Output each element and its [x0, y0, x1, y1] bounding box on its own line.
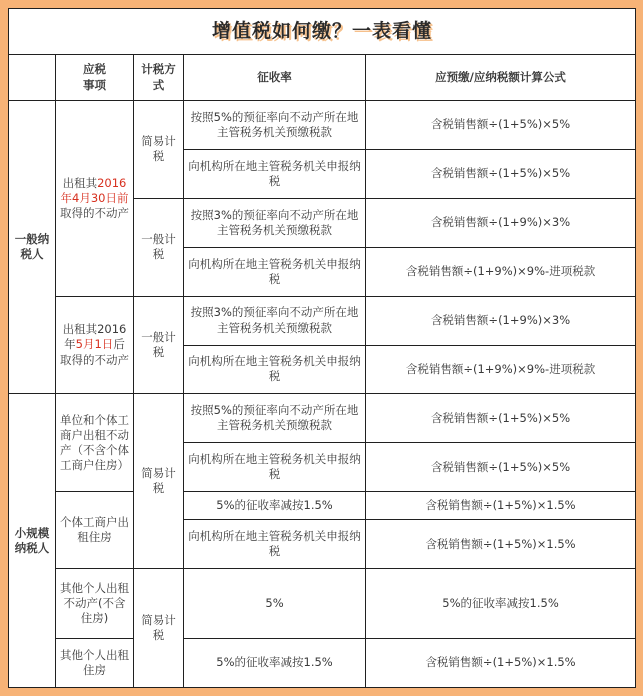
- taxable-item: 单位和个体工商户出租不动产（不含个体工商户住房）: [56, 394, 134, 492]
- header-tax-method: [134, 55, 184, 101]
- levy-rate: 5%的征收率减按1.5%: [184, 492, 366, 520]
- taxpayer-type-small-scale-line2: 纳税人: [14, 540, 50, 555]
- tax-formula: 含税销售额÷(1+5%)×5%: [366, 149, 636, 198]
- taxpayer-type-general: [9, 101, 56, 394]
- levy-rate: 向机构所在地主管税务机关申报纳税: [184, 247, 366, 296]
- header-taxable-item: [56, 55, 134, 101]
- tax-formula: 含税销售额÷(1+9%)×3%: [366, 198, 636, 247]
- taxable-item: 个体工商户出租住房: [56, 492, 134, 569]
- tax-formula: 含税销售额÷(1+5%)×5%: [366, 443, 636, 492]
- header-taxable-item-line1: 应税: [83, 62, 106, 77]
- taxable-item-pre: 出租其2016年: [62, 322, 127, 352]
- taxable-item-post: 取得的不动产: [60, 205, 129, 220]
- taxpayer-type-small-scale-line1: 小规模: [14, 525, 50, 540]
- vat-rate-table: [8, 8, 636, 688]
- taxpayer-type-general-line1: 一般纳: [14, 232, 50, 247]
- page-title: [9, 9, 636, 55]
- levy-rate: 5%: [184, 569, 366, 639]
- header-tax-method-line1: 计税方: [141, 62, 176, 77]
- tax-formula: 含税销售额÷(1+9%)×9%-进项税款: [366, 247, 636, 296]
- header-taxable-item-line2: 事项: [83, 77, 106, 92]
- tax-method: 一般计税: [134, 296, 184, 394]
- taxable-item-post: 后取得的不动产: [60, 337, 129, 367]
- taxpayer-type-general-line2: 税人: [20, 247, 44, 262]
- tax-formula: 含税销售额÷(1+5%)×1.5%: [366, 638, 636, 687]
- table-inner: [8, 8, 635, 688]
- levy-rate: 按照3%的预征率向不动产所在地主管税务机关预缴税款: [184, 296, 366, 345]
- taxable-item: [56, 101, 134, 297]
- levy-rate: 按照5%的预征率向不动产所在地主管税务机关预缴税款: [184, 101, 366, 150]
- header-levy-rate: 征收率: [184, 55, 366, 101]
- levy-rate: 按照3%的预征率向不动产所在地主管税务机关预缴税款: [184, 198, 366, 247]
- header-formula: 应预缴/应纳税额计算公式: [366, 55, 636, 101]
- levy-rate: 向机构所在地主管税务机关申报纳税: [184, 149, 366, 198]
- tax-formula: 含税销售额÷(1+5%)×1.5%: [366, 520, 636, 569]
- levy-rate: 向机构所在地主管税务机关申报纳税: [184, 443, 366, 492]
- title-row: [9, 9, 636, 55]
- table-row: [9, 394, 636, 443]
- taxable-item: 其他个人出租不动产(不含住房): [56, 569, 134, 639]
- table-row: [9, 296, 636, 345]
- header-corner-cell: [9, 55, 56, 101]
- tax-formula: 含税销售额÷(1+9%)×9%-进项税款: [366, 345, 636, 394]
- levy-rate: 向机构所在地主管税务机关申报纳税: [184, 520, 366, 569]
- page-title-text: 增值税如何缴？一表看懂: [212, 20, 433, 42]
- tax-formula: 5%的征收率减按1.5%: [366, 569, 636, 639]
- taxable-item: [56, 296, 134, 394]
- header-tax-method-line2: 式: [152, 77, 165, 92]
- taxpayer-type-small-scale: [9, 394, 56, 688]
- table-row: [9, 101, 636, 150]
- tax-method: 一般计税: [134, 198, 184, 296]
- table-header-row: [9, 55, 636, 101]
- taxable-item: 其他个人出租住房: [56, 638, 134, 687]
- table-row: [9, 638, 636, 687]
- tax-formula: 含税销售额÷(1+5%)×1.5%: [366, 492, 636, 520]
- table-row: [9, 492, 636, 520]
- tax-formula: 含税销售额÷(1+5%)×5%: [366, 101, 636, 150]
- levy-rate: 5%的征收率减按1.5%: [184, 638, 366, 687]
- taxable-item-pre: 出租其: [62, 175, 98, 190]
- levy-rate: 向机构所在地主管税务机关申报纳税: [184, 345, 366, 394]
- tax-method: 简易计税: [134, 569, 184, 688]
- tax-formula: 含税销售额÷(1+9%)×3%: [366, 296, 636, 345]
- tax-formula: 含税销售额÷(1+5%)×5%: [366, 394, 636, 443]
- levy-rate: 按照5%的预征率向不动产所在地主管税务机关预缴税款: [184, 394, 366, 443]
- tax-method: 简易计税: [134, 101, 184, 199]
- table-row: [9, 569, 636, 639]
- tax-method: 简易计税: [134, 394, 184, 569]
- taxable-item-highlight: 2016年4月30日前: [60, 175, 129, 205]
- taxable-item-highlight: 5月1日: [75, 337, 114, 352]
